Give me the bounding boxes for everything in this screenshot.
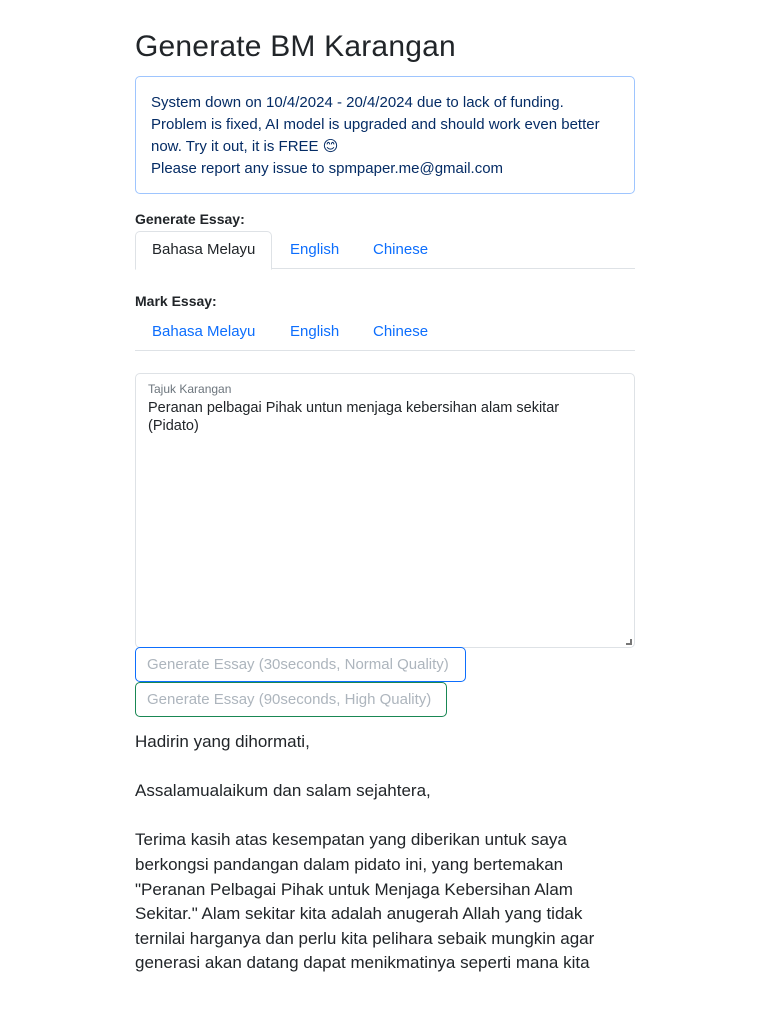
tab-generate-chinese[interactable]: Chinese bbox=[373, 241, 429, 258]
page-title: Generate BM Karangan bbox=[135, 30, 456, 63]
mark-essay-tabs bbox=[135, 313, 635, 351]
alert-line: System down on 10/4/2024 - 20/4/2024 due to lack of funding. bbox=[151, 94, 564, 111]
info-alert bbox=[135, 76, 635, 194]
essay-paragraph: Hadirin yang dihormati, bbox=[135, 732, 310, 751]
tab-generate-english[interactable]: English bbox=[290, 241, 340, 258]
generated-essay bbox=[135, 730, 635, 1001]
essay-title-label: Tajuk Karangan bbox=[148, 382, 232, 396]
alert-line: Please report any issue to spmpaper.me@gmail.com bbox=[151, 160, 504, 177]
alert-line: now. Try it out, it is FREE 😊 bbox=[151, 138, 339, 155]
essay-title-value[interactable]: Peranan pelbagai Pihak untun menjaga kebersihan alam sekitar (Pidato) bbox=[148, 400, 560, 434]
generate-normal-quality-button[interactable]: Generate Essay (30seconds, Normal Quality) bbox=[135, 647, 466, 682]
tab-generate-bahasa-melayu[interactable]: Bahasa Melayu bbox=[135, 231, 272, 270]
mark-essay-label: Mark Essay: bbox=[135, 293, 217, 309]
generate-essay-label: Generate Essay: bbox=[135, 211, 245, 227]
alert-line: Problem is fixed, AI model is upgraded and should work even better bbox=[151, 116, 600, 133]
tab-mark-bahasa-melayu[interactable]: Bahasa Melayu bbox=[152, 323, 256, 340]
essay-paragraph: Assalamualaikum dan salam sejahtera, bbox=[135, 781, 431, 801]
generate-high-quality-button[interactable]: Generate Essay (90seconds, High Quality) bbox=[135, 682, 447, 717]
essay-title-textarea[interactable] bbox=[135, 373, 635, 648]
essay-paragraph: Terima kasih atas kesempatan yang diberikan untuk saya berkongsi pandangan dalam pidato ini, yang bertemakan "Peranan Pelbagai Pihak untuk Menjaga Kebersihan Alam Sekitar." Alam sekitar kita adalah anugerah Allah yang tidak ternilai harganya dan perlu kita pelihara sebaik mungkin agar generasi akan datang dapat menikmatinya seperti mana kita bbox=[135, 830, 595, 973]
tab-mark-english[interactable]: English bbox=[290, 323, 340, 340]
generate-essay-tabs bbox=[135, 231, 635, 269]
resize-handle-icon[interactable] bbox=[626, 639, 632, 645]
tab-mark-chinese[interactable]: Chinese bbox=[373, 323, 429, 340]
